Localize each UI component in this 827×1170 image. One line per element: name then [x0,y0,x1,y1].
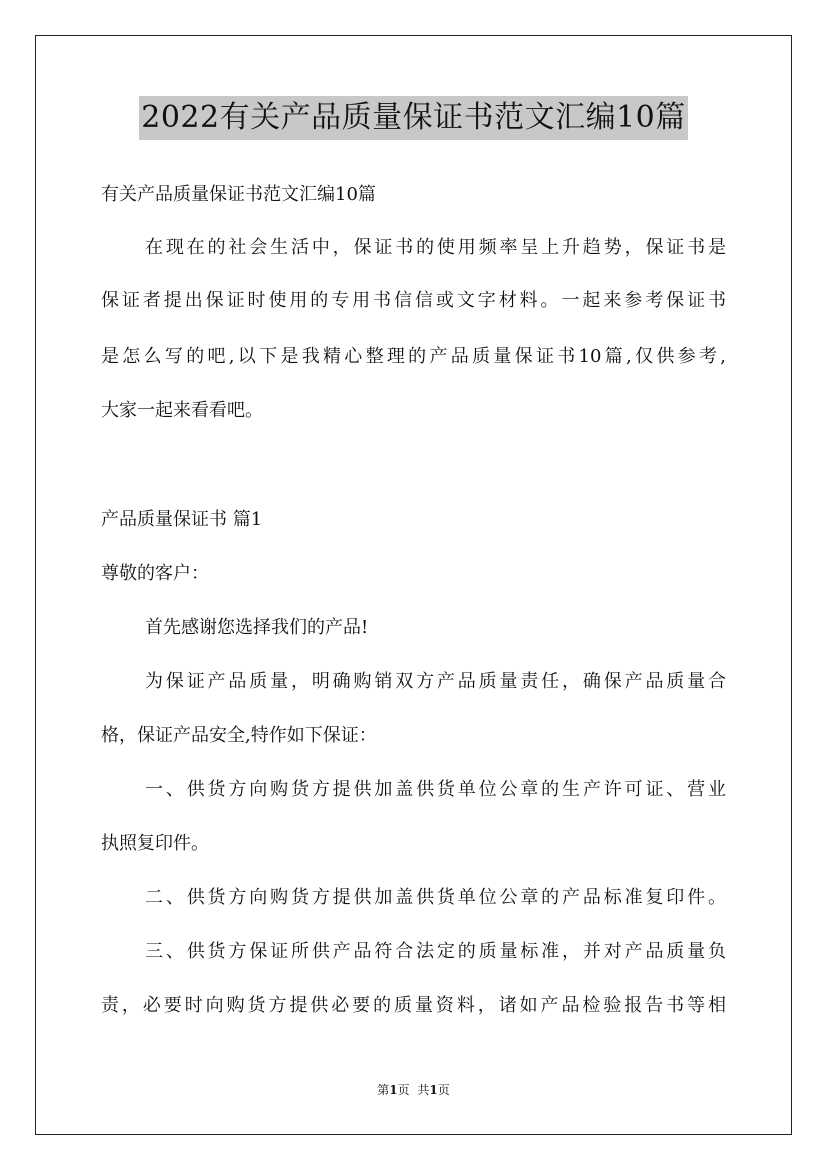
document-title: 2022有关产品质量保证书范文汇编10篇 [139,96,688,140]
footer-total-suffix: 页 [437,1083,450,1097]
intro-line-1: 在现在的社会生活中，保证书的使用频率呈上升趋势，保证书是 [145,237,726,258]
document-subtitle: 有关产品质量保证书范文汇编10篇 [101,184,376,205]
title-wrap [0,96,827,140]
body-line-1: 首先感谢您选择我们的产品! [145,617,369,638]
footer-page-suffix: 页 [397,1083,410,1097]
section-heading: 产品质量保证书 篇1 [101,509,263,530]
body-line-2: 为保证产品质量，明确购销双方产品质量责任，确保产品质量合 [145,671,726,692]
body-line-6: 二、供货方向购货方提供加盖供货单位公章的产品标准复印件。 [145,887,726,908]
salutation: 尊敬的客户： [101,563,209,584]
body-line-5: 执照复印件。 [101,833,209,854]
body-line-3: 格，保证产品安全,特作如下保证： [101,725,377,746]
body-line-7: 三、供货方保证所供产品符合法定的质量标准，并对产品质量负 [145,941,726,962]
intro-line-4: 大家一起来看看吧。 [101,400,263,421]
intro-line-2: 保证者提出保证时使用的专用书信信或文字材料。一起来参考保证书 [101,290,726,311]
footer-total-number: 1 [429,1083,438,1097]
body-line-4: 一、供货方向购货方提供加盖供货单位公章的生产许可证、营业 [145,779,726,800]
footer-total-prefix: 共 [417,1083,430,1097]
footer-page-prefix: 第 [377,1083,390,1097]
footer-page-number: 1 [389,1083,398,1097]
intro-line-3: 是怎么写的吧,以下是我精心整理的产品质量保证书10篇,仅供参考, [101,346,726,367]
body-line-8: 责，必要时向购货方提供必要的质量资料，诸如产品检验报告书等相 [101,995,726,1016]
page-footer [0,1082,827,1098]
